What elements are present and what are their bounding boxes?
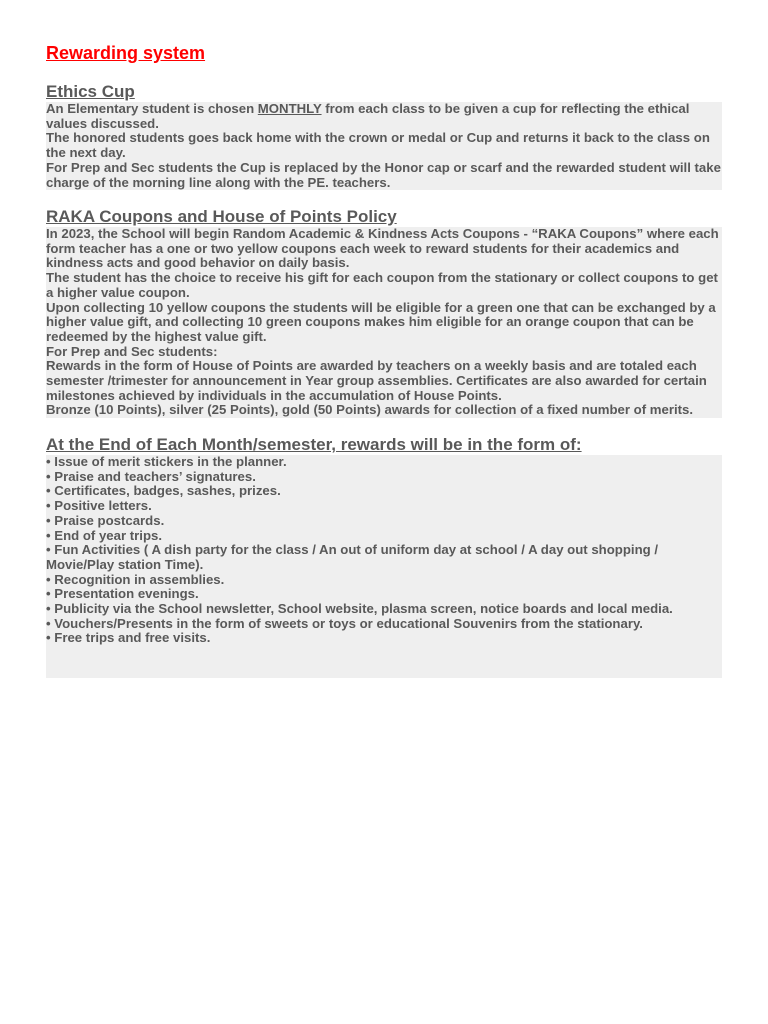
rewards-list-section xyxy=(46,455,722,678)
raka-paragraph: Bronze (10 Points), silver (25 Points), gold (50 Points) awards for collection of a fixed number of merits. xyxy=(46,402,694,418)
ethics-cup-section xyxy=(46,102,722,190)
ethics-paragraph-1 xyxy=(46,102,722,131)
raka-paragraph: In 2023, the School will begin Random Academic & Kindness Acts Coupons - “RAKA Coupons” where each form teacher has a one or two yellow coupons each week to reward students for their academics and kindness acts and good behavior on daily basis. xyxy=(46,226,719,271)
reward-list-item: • Vouchers/Presents in the form of sweets or toys or educational Souvenirs from the stationary. xyxy=(46,615,643,631)
raka-paragraph: The student has the choice to receive his gift for each coupon from the stationary or collect coupons to get a higher value coupon. xyxy=(46,270,718,300)
raka-paragraph: Upon collecting 10 yellow coupons the students will be eligible for a green one that can be exchanged by a higher value gift, and collecting 10 green coupons makes him eligible for an orange coupon that can be redeemed by the highest value gift. xyxy=(46,299,716,344)
reward-list-item: • Fun Activities ( A dish party for the class / An out of uniform day at school / A day out shopping / Movie/Play station Time). xyxy=(46,542,659,572)
reward-list-item: • Certificates, badges, sashes, prizes. xyxy=(46,483,281,499)
raka-policy-heading: RAKA Coupons and House of Points Policy xyxy=(46,207,397,226)
reward-list-item: • Publicity via the School newsletter, School website, plasma screen, notice boards and local media. xyxy=(46,601,673,617)
raka-paragraph: Rewards in the form of House of Points are awarded by teachers on a weekly basis and are totaled each semester /trimester for announcement in Year group assemblies. Certificates are also awarded for certain milestones achieved by individuals in the accumulation of House Points. xyxy=(46,358,707,403)
reward-list-item: • Recognition in assemblies. xyxy=(46,571,225,587)
page-title: Rewarding system xyxy=(46,43,206,63)
ethics-p1-end: from each class to be given a cup for reflecting the ethical values discussed. xyxy=(46,101,690,131)
reward-list-item: • Positive letters. xyxy=(46,498,152,514)
reward-list-item: • Praise and teachers’ signatures. xyxy=(46,468,256,484)
reward-list-item: • Praise postcards. xyxy=(46,512,165,528)
ethics-paragraph-3: For Prep and Sec students the Cup is replaced by the Honor cap or scarf and the rewarded student will take charge of the morning line along with the PE. teachers. xyxy=(46,159,721,190)
reward-list-item: • End of year trips. xyxy=(46,527,163,543)
ethics-p1-start: An Elementary student is chosen xyxy=(46,101,258,116)
rewards-list-heading: At the End of Each Month/semester, rewards will be in the form of: xyxy=(46,435,582,454)
reward-list-item: • Issue of merit stickers in the planner. xyxy=(46,454,287,469)
raka-paragraph: For Prep and Sec students: xyxy=(46,343,218,359)
reward-list-item: • Presentation evenings. xyxy=(46,586,199,602)
ethics-cup-heading: Ethics Cup xyxy=(46,82,135,101)
reward-list-item: • Free trips and free visits. xyxy=(46,630,211,646)
ethics-paragraph-2: The honored students goes back home with the crown or medal or Cup and returns it back to the class on the next day. xyxy=(46,130,710,161)
monthly-emphasis: MONTHLY xyxy=(257,101,322,116)
raka-policy-section xyxy=(46,227,722,418)
